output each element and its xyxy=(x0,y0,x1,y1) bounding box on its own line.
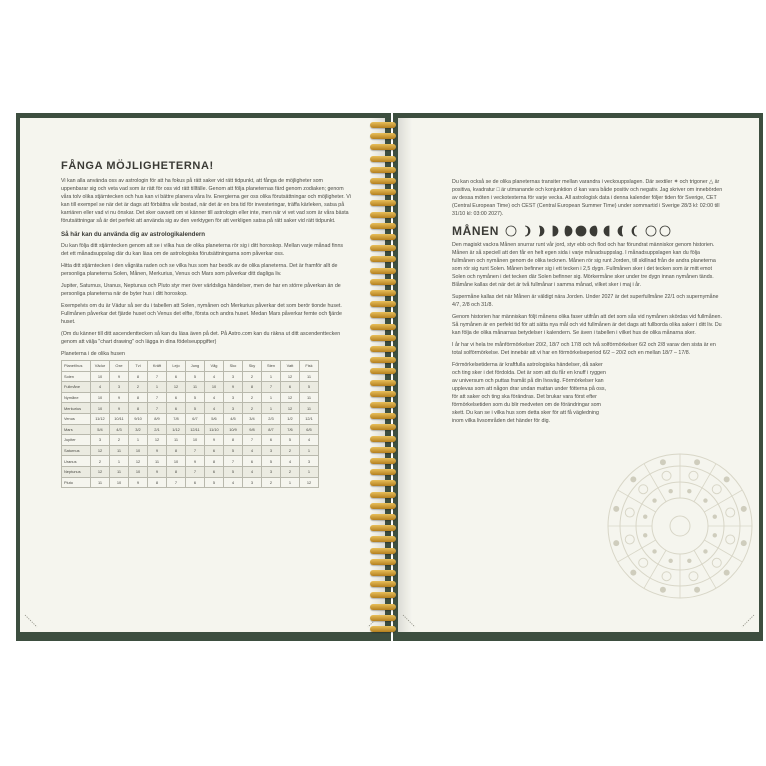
house-cell: 3 xyxy=(224,371,243,382)
left-page-content xyxy=(61,160,351,488)
spiral-ring xyxy=(370,469,396,475)
table-header-cell: Våg xyxy=(205,361,224,372)
house-cell: 8 xyxy=(148,477,167,488)
house-cell: 1 xyxy=(281,477,300,488)
house-cell: 6 xyxy=(205,445,224,456)
spiral-ring xyxy=(370,335,396,341)
section-heading: Så här kan du använda dig av astrologikalendern xyxy=(61,231,206,238)
planet-name-cell: Solen xyxy=(62,371,91,382)
house-cell: 12 xyxy=(300,477,319,488)
paragraph: Genom historien har människan följt månens olika faser utifrån att det som sås vid nymånen skördas vid fullmånen. Så nymånen är en perfekt tid för att sätta nya mål och vid fullmånen är det dags att fullborda olika saker i ditt liv. Du kan följa de olika månarnas betydelser i kalendern. Se även i tabellen i vilket hus de olika månarna sker. xyxy=(452,314,722,336)
house-cell: 1/2 xyxy=(281,413,300,424)
right-page-content xyxy=(452,178,724,429)
house-cell: 2 xyxy=(243,392,262,403)
house-cell: 8 xyxy=(167,466,186,477)
house-cell: 7 xyxy=(167,477,186,488)
house-cell: 6 xyxy=(167,403,186,414)
house-cell: 2 xyxy=(243,371,262,382)
moon-heading-row xyxy=(452,224,724,238)
house-cell: 10 xyxy=(167,456,186,467)
spiral-ring xyxy=(370,189,396,195)
house-cell: 8 xyxy=(243,382,262,393)
house-cell: 12 xyxy=(91,466,110,477)
house-cell: 7 xyxy=(148,371,167,382)
spiral-ring xyxy=(370,514,396,520)
house-cell: 2 xyxy=(281,445,300,456)
table-header-cell: Kräft xyxy=(148,361,167,372)
table-row xyxy=(62,413,319,424)
house-cell: 6/5 xyxy=(300,424,319,435)
house-cell: 9/8 xyxy=(243,424,262,435)
house-cell: 3 xyxy=(91,435,110,446)
house-cell: 12 xyxy=(167,382,186,393)
house-cell: 9 xyxy=(110,392,129,403)
house-cell: 10 xyxy=(91,392,110,403)
house-cell: 5 xyxy=(224,466,243,477)
intro-paragraph: Vi kan alla använda oss av astrologin för att ha fokus på rätt saker vid rätt tidpunkt, att fånga de möjligheter som uppenbarar sig och veta vad som är rätt för oss vid rätt tillfälle. Genom att följa planeternas färd genom zodiaken; genom våra tolv olika stjärntecken och hus kan vi bättre planera våra liv. Energierna ger oss olika förutsättningar och möjligheter. Vi kan till exempel se när det är dags att förbättra vår bostad, när det är en bra tid för investeringar, träffa kärleken, satsa på karriären eller vad vi nu önskar. Det sker oavsett om vi känner till astrologin eller inte, men när vi vet vad som är våra bästa förutsättningar så är det perfekt att använda sig av den verktygen för att verkligen satsa på rätt saker vid rätt tidpunkt. xyxy=(61,178,351,224)
house-cell: 6/7 xyxy=(186,413,205,424)
house-cell: 5/6 xyxy=(205,413,224,424)
house-cell: 6 xyxy=(186,477,205,488)
house-cell: 7 xyxy=(243,435,262,446)
table-header-cell: Sky xyxy=(243,361,262,372)
house-cell: 3 xyxy=(224,403,243,414)
house-cell: 5 xyxy=(300,382,319,393)
house-cell: 11 xyxy=(110,466,129,477)
table-header-cell: Jung xyxy=(186,361,205,372)
zodiac-wheel-icon xyxy=(605,451,755,601)
house-cell: 4 xyxy=(224,477,243,488)
house-cell: 4 xyxy=(281,456,300,467)
spiral-ring xyxy=(370,223,396,229)
house-cell: 11 xyxy=(148,456,167,467)
spiral-ring xyxy=(370,480,396,486)
spiral-ring xyxy=(370,503,396,509)
spiral-ring xyxy=(370,368,396,374)
table-row xyxy=(62,382,319,393)
spiral-ring xyxy=(370,615,396,621)
house-cell: 7 xyxy=(186,445,205,456)
house-cell: 11 xyxy=(300,403,319,414)
corner-ornament-icon xyxy=(24,614,38,628)
house-cell: 1 xyxy=(110,456,129,467)
spiral-ring xyxy=(370,178,396,184)
house-cell: 3/2 xyxy=(129,424,148,435)
right-page xyxy=(398,118,759,632)
table-header-cell: Oxe xyxy=(110,361,129,372)
house-cell: 12 xyxy=(129,456,148,467)
spiral-ring xyxy=(370,234,396,240)
house-cell: 10 xyxy=(129,445,148,456)
house-cell: 7/8 xyxy=(167,413,186,424)
house-cell: 3 xyxy=(262,466,281,477)
house-cell: 10/9 xyxy=(224,424,243,435)
spiral-ring xyxy=(370,570,396,576)
spiral-ring xyxy=(370,447,396,453)
spiral-ring xyxy=(370,212,396,218)
house-cell: 4 xyxy=(205,403,224,414)
house-cell: 7/6 xyxy=(281,424,300,435)
paragraph: (Om du känner till ditt ascendenttecken så kan du läsa även på det. På Astro.com kan du räkna ut ditt ascendenttecken genom att välja "chart drawing" och lägga in dina födelseuppgifter) xyxy=(61,331,341,345)
spiral-ring xyxy=(370,402,396,408)
spiral-ring xyxy=(370,245,396,251)
corner-ornament-icon xyxy=(402,614,416,628)
spiral-ring xyxy=(370,592,396,598)
house-cell: 7 xyxy=(148,392,167,403)
table-row xyxy=(62,392,319,403)
house-cell: 8 xyxy=(167,445,186,456)
spiral-ring xyxy=(370,324,396,330)
spiral-binding xyxy=(368,116,398,636)
paragraph: Hitta ditt stjärntecken i den vågräta raden och se vilka hus som har besök av de olika planeterna. Det är framför allt de personliga planeterna Solen, Månen, Merkurius, Venus och Mars som påverkar ditt dagliga liv. xyxy=(61,263,338,277)
planet-name-cell: Uranus xyxy=(62,456,91,467)
house-cell: 2 xyxy=(262,477,281,488)
table-row xyxy=(62,445,319,456)
house-cell: 6 xyxy=(281,382,300,393)
table-row xyxy=(62,477,319,488)
spiral-ring xyxy=(370,200,396,206)
table-row xyxy=(62,435,319,446)
house-cell: 1 xyxy=(300,445,319,456)
house-cell: 12 xyxy=(281,392,300,403)
moon-phases-icon xyxy=(505,225,683,237)
paragraph: Supermåne kallas det när Månen är väldigt nära Jorden. Under 2027 är det superfullmåne 22/1 och supernymåne 4/7, 2/8 och 31/8. xyxy=(452,294,719,308)
page-title: FÅNGA MÖJLIGHETERNA! xyxy=(61,160,214,172)
table-row xyxy=(62,424,319,435)
house-cell: 7 xyxy=(262,382,281,393)
house-cell: 6 xyxy=(167,392,186,403)
spiral-ring xyxy=(370,156,396,162)
planet-name-cell: Nymåne xyxy=(62,392,91,403)
house-cell: 1 xyxy=(148,382,167,393)
spiral-ring xyxy=(370,122,396,128)
house-cell: 4 xyxy=(91,382,110,393)
house-cell: 9 xyxy=(224,382,243,393)
house-cell: 9 xyxy=(148,445,167,456)
house-cell: 5 xyxy=(224,445,243,456)
table-row xyxy=(62,403,319,414)
house-cell: 9 xyxy=(205,435,224,446)
spiral-ring xyxy=(370,256,396,262)
corner-ornament-icon xyxy=(741,614,755,628)
table-header-cell: Sten xyxy=(262,361,281,372)
spiral-ring xyxy=(370,413,396,419)
house-cell: 11 xyxy=(91,477,110,488)
table-header-cell: Planet/hus xyxy=(62,361,91,372)
house-cell: 2 xyxy=(110,435,129,446)
house-cell: 2 xyxy=(91,456,110,467)
spiral-ring xyxy=(370,167,396,173)
house-cell: 11 xyxy=(167,435,186,446)
house-cell: 11 xyxy=(186,382,205,393)
paragraph: I år har vi hela tre månförmörkelser 20/2, 18/7 och 17/8 och två solförmörkelser 6/2 och 2/8 varav den sista är en total solförmörkelse. Det innebär att vi har en förmörkelseperiod 6/2 – 20/2 och en mellan 18/7 – 17/8. xyxy=(452,342,716,356)
house-cell: 5 xyxy=(186,371,205,382)
house-cell: 9/10 xyxy=(129,413,148,424)
house-cell: 5 xyxy=(186,403,205,414)
house-cell: 2 xyxy=(281,466,300,477)
house-cell: 2/1 xyxy=(148,424,167,435)
house-cell: 8/7 xyxy=(262,424,281,435)
table-header-cell: Lejo xyxy=(167,361,186,372)
spiral-ring xyxy=(370,290,396,296)
spiral-ring xyxy=(370,268,396,274)
eclipse-paragraph: Förmörkelsetiderna är kraftfulla astrologiska händelser, då saker och ting sker i det fördolda. Det är som att du får en knuff i ryggen av universum och puttas framåt på din livsväg. Förmörkelser kan upplevas som att någon drar undan mattan under fötterna på oss, för att saker och ting ska förändras. Det brukar vara först efter förmörkelsetiden som du blir medveten om de förändringar som skett. Du kan se i vilka hus som detta sker för att få vägledning inom vilka livsområden det händer för dig. xyxy=(452,362,607,424)
house-cell: 11 xyxy=(110,445,129,456)
planet-name-cell: Jupiter xyxy=(62,435,91,446)
house-cell: 4 xyxy=(243,445,262,456)
house-cell: 10 xyxy=(205,382,224,393)
spiral-ring xyxy=(370,548,396,554)
house-cell: 9 xyxy=(129,477,148,488)
house-cell: 3/4 xyxy=(243,413,262,424)
house-cell: 1/12 xyxy=(167,424,186,435)
spiral-ring xyxy=(370,346,396,352)
house-cell: 3 xyxy=(243,477,262,488)
house-cell: 5 xyxy=(205,477,224,488)
house-cell: 9 xyxy=(186,456,205,467)
spiral-ring xyxy=(370,581,396,587)
moon-title: MÅNEN xyxy=(452,224,499,238)
table-caption: Planeterna i de olika husen xyxy=(61,351,125,357)
house-cell: 4/3 xyxy=(110,424,129,435)
spiral-ring xyxy=(370,626,396,632)
house-cell: 8 xyxy=(224,435,243,446)
house-cell: 9 xyxy=(148,466,167,477)
house-cell: 11/10 xyxy=(205,424,224,435)
table-row xyxy=(62,371,319,382)
house-cell: 6 xyxy=(262,435,281,446)
house-cell: 1 xyxy=(300,466,319,477)
house-cell: 2 xyxy=(129,382,148,393)
house-cell: 1 xyxy=(262,371,281,382)
house-cell: 8 xyxy=(129,392,148,403)
spiral-ring xyxy=(370,436,396,442)
spiral-ring xyxy=(370,144,396,150)
house-cell: 3 xyxy=(262,445,281,456)
house-cell: 9 xyxy=(110,403,129,414)
house-cell: 4/5 xyxy=(224,413,243,424)
house-cell: 7 xyxy=(148,403,167,414)
house-cell: 1 xyxy=(262,392,281,403)
house-cell: 3 xyxy=(224,392,243,403)
transit-paragraph: Du kan också se de olika planeternas transiter mellan varandra i veckouppslagen. Där sextiler ✶ och trigoner △ är positiva, kvadratur □ är utmanande och konjunktion ☌ kan vara både positiv och negativ. Jag skriver om innebörden av dessa möten i veckotexterna för varje vecka. All astrologisk data i denna kalender följer tiden för Sverige, CET (Central European Time) och CEST (Central European Summer Time) under sommartid i Sverige 28/3 kl: 02:00 till 31/10 kl: 03:00 2027). xyxy=(452,179,723,217)
left-page xyxy=(20,118,385,632)
table-row xyxy=(62,466,319,477)
house-cell: 6 xyxy=(167,371,186,382)
house-cell: 11 xyxy=(300,392,319,403)
house-cell: 2/3 xyxy=(262,413,281,424)
house-cell: 10 xyxy=(91,403,110,414)
house-cell: 10/11 xyxy=(110,413,129,424)
spiral-ring xyxy=(370,604,396,610)
house-cell: 5/4 xyxy=(91,424,110,435)
planet-name-cell: Pluto xyxy=(62,477,91,488)
house-cell: 8 xyxy=(205,456,224,467)
house-cell: 1 xyxy=(129,435,148,446)
house-cell: 3 xyxy=(110,382,129,393)
house-cell: 7 xyxy=(186,466,205,477)
spiral-ring xyxy=(370,312,396,318)
house-cell: 4 xyxy=(300,435,319,446)
house-cell: 7 xyxy=(224,456,243,467)
house-cell: 9 xyxy=(110,371,129,382)
table-header-cell: Vatt xyxy=(281,361,300,372)
planet-name-cell: Mars xyxy=(62,424,91,435)
planet-name-cell: Merkurius xyxy=(62,403,91,414)
table-header-cell: Sko xyxy=(224,361,243,372)
spiral-ring xyxy=(370,279,396,285)
house-cell: 8 xyxy=(129,371,148,382)
house-cell: 10 xyxy=(129,466,148,477)
spiral-ring xyxy=(370,391,396,397)
house-cell: 11 xyxy=(300,371,319,382)
house-cell: 4 xyxy=(205,371,224,382)
planet-name-cell: Neptunus xyxy=(62,466,91,477)
house-cell: 8/9 xyxy=(148,413,167,424)
spiral-ring xyxy=(370,424,396,430)
house-cell: 8 xyxy=(129,403,148,414)
spiral-ring xyxy=(370,357,396,363)
table-row xyxy=(62,456,319,467)
house-cell: 12/1 xyxy=(300,413,319,424)
house-cell: 3 xyxy=(300,456,319,467)
house-cell: 12 xyxy=(281,371,300,382)
spiral-ring xyxy=(370,458,396,464)
house-cell: 6 xyxy=(243,456,262,467)
paragraph: Exempelvis om du är Vädur så ser du i tabellen att Solen, nymånen och Merkurius påverkar det som berör tionde huset. Fullmånen påverkar det fjärde huset och Venus det elfte, första och andra huset. Medan Mars påverkar femte och fjärde huset. xyxy=(61,303,342,325)
spiral-ring xyxy=(370,492,396,498)
spiral-ring xyxy=(370,380,396,386)
house-cell: 10 xyxy=(91,371,110,382)
house-cell: 12/11 xyxy=(186,424,205,435)
house-cell: 5 xyxy=(262,456,281,467)
spiral-ring xyxy=(370,133,396,139)
house-cell: 1 xyxy=(262,403,281,414)
house-cell: 6 xyxy=(205,466,224,477)
paragraph: Du kan följa ditt stjärntecken genom att se i vilka hus de olika planeterna rör sig i ditt horoskop. Mellan varje månad finns det ett månadsuppslag där du kan läsa om de astrologiska förutsättningarna som påverkar oss. xyxy=(61,243,344,257)
planet-house-table xyxy=(61,360,319,488)
house-cell: 4 xyxy=(205,392,224,403)
house-cell: 10 xyxy=(110,477,129,488)
house-cell: 2 xyxy=(243,403,262,414)
house-cell: 11/12 xyxy=(91,413,110,424)
house-cell: 5 xyxy=(281,435,300,446)
spiral-ring xyxy=(370,525,396,531)
spiral-ring xyxy=(370,536,396,542)
spiral-ring xyxy=(370,559,396,565)
planet-name-cell: Saturnus xyxy=(62,445,91,456)
paragraph: Jupiter, Saturnus, Uranus, Neptunus och Pluto styr mer över världsliga händelser, men de har en större påverkan än de personliga planeterna när de byter hus i ditt horoskop. xyxy=(61,283,341,297)
paragraph: Den magiskt vackra Månen snurrar runt vår jord, styr ebb och flod och har förundrat människor genom historien. Månen är så speciell att den får en helt egen sida i varje månadsuppslag. I månadsuppslagen kan du följa fullmånen och nymånen genom de olika tecknen. Månen rör sig runt Jorden, till skillnad från de andra planeterna som rör sig runt Solen. Månen befinner sig i ett tecken i 2,5 dygn. Fullmånen sker i det tecken som är mitt emot Solen och nymånen i det tecken där Solen befinner sig. Mörkermåne sker under tre dygn innan nymånen tänds. Blåmåne kallas det när det är två fullmånar i samma månad, vilket sker i maj i år. xyxy=(452,242,716,288)
planet-name-cell: Venus xyxy=(62,413,91,424)
house-cell: 10 xyxy=(186,435,205,446)
table-header-cell: Tvi xyxy=(129,361,148,372)
house-cell: 5 xyxy=(186,392,205,403)
house-cell: 12 xyxy=(281,403,300,414)
house-cell: 12 xyxy=(91,445,110,456)
house-cell: 12 xyxy=(148,435,167,446)
table-header-cell: Vädur xyxy=(91,361,110,372)
planet-name-cell: Fullmåne xyxy=(62,382,91,393)
house-cell: 4 xyxy=(243,466,262,477)
table-header-cell: Fisk xyxy=(300,361,319,372)
spiral-ring xyxy=(370,301,396,307)
